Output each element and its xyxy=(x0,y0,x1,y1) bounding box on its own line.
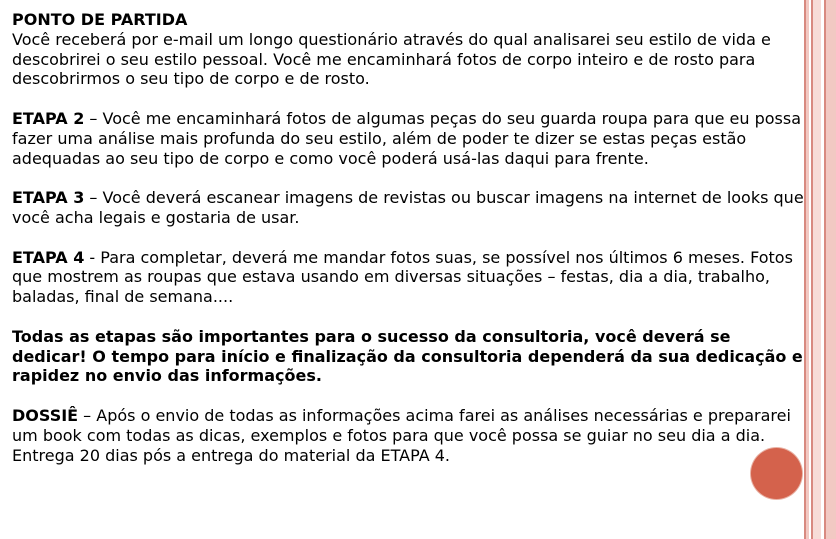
heading-dossie: DOSSIÊ xyxy=(12,405,79,425)
stripe-4 xyxy=(813,0,821,539)
slide-text xyxy=(12,10,804,485)
decorative-side-stripes xyxy=(804,0,836,539)
text-etapa-4: - Para completar, deverá me mandar fotos suas, se possível nos últimos 6 meses. Fotos que mostrem as roupas que estava usando em diversas situações – festas, dia a dia, trabalho, baladas, final de semana.... xyxy=(12,247,793,307)
stripe-6 xyxy=(826,0,836,539)
stripe-2 xyxy=(806,0,809,539)
paragraph-importance-note: Todas as etapas são importantes para o sucesso da consultoria, você deverá se dedicar! O tempo para início e finalização da consultoria dependerá da sua dedicação e rapidez no envio das informações. xyxy=(12,326,803,386)
text-ponto-de-partida: Você receberá por e-mail um longo questionário através do qual analisarei seu estilo de vida e descobrirei o seu estilo pessoal. Você me encaminhará fotos de corpo inteiro e de rosto para descobrirmos o seu tipo de corpo e de rosto. xyxy=(12,29,771,89)
heading-etapa-4: ETAPA 4 xyxy=(12,247,85,267)
heading-etapa-2: ETAPA 2 xyxy=(12,108,85,128)
heading-etapa-3: ETAPA 3 xyxy=(12,188,85,208)
heading-ponto-de-partida: PONTO DE PARTIDA xyxy=(12,10,188,29)
paragraph-etapa-3 xyxy=(12,188,804,228)
text-etapa-3: – Você deverá escanear imagens de revistas ou buscar imagens na internet de looks que você acha legais e gostaria de usar. xyxy=(12,188,804,227)
paragraph-dossie xyxy=(12,406,804,465)
text-dossie: – Após o envio de todas as informações acima farei as análises necessárias e prepararei um book com todas as dicas, exemplos e fotos para que você possa se guiar no seu dia a dia. Entrega 20 dias pós a entrega do material da ETAPA 4. xyxy=(12,405,791,465)
decorative-circle xyxy=(751,448,802,499)
text-etapa-2: – Você me encaminhará fotos de algumas peças do seu guarda roupa para que eu possa fazer uma análise mais profunda do seu estilo, além de poder te dizer se estas peças estão adequadas ao seu tipo de corpo e como você poderá usá-las daqui para frente. xyxy=(12,108,802,168)
paragraph-etapa-4 xyxy=(12,248,804,307)
paragraph-etapa-2 xyxy=(12,109,804,168)
paragraph-ponto-de-partida xyxy=(12,10,804,89)
